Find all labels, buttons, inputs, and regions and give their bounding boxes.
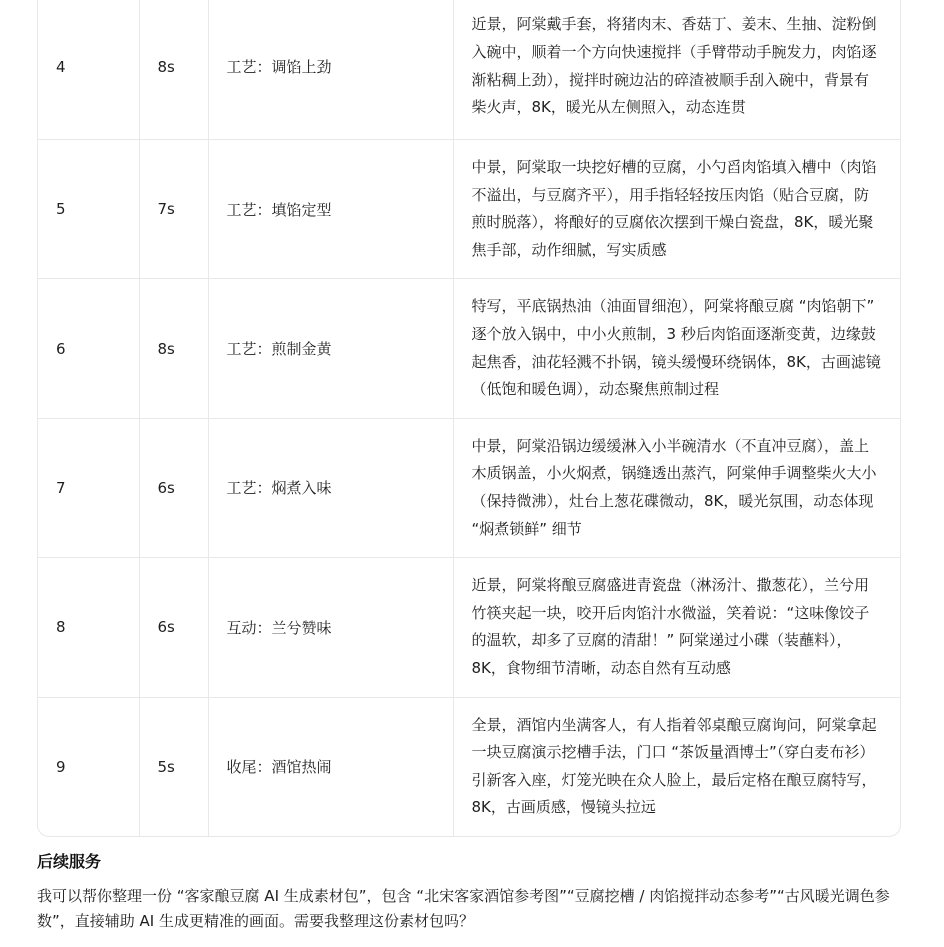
shot-scene: 工艺：焖煮入味	[208, 418, 453, 557]
shot-number: 6	[38, 279, 139, 418]
table-row	[38, 140, 900, 279]
table-row	[38, 558, 900, 697]
table-row	[38, 418, 900, 557]
shot-number: 5	[38, 140, 139, 279]
storyboard-table	[37, 0, 901, 837]
followup-heading: 后续服务	[37, 852, 102, 871]
shot-description: 全景，酒馆内坐满客人，有人指着邻桌酿豆腐询问，阿棠拿起一块豆腐演示挖槽手法，门口 “茶饭量酒博士”（穿白麦布衫）引新客入座，灯笼光映在众人脸上，最后定格在酿豆腐特写，8K，古画质感，慢镜头拉远	[453, 697, 900, 836]
shot-scene: 收尾：酒馆热闹	[208, 697, 453, 836]
shot-number: 9	[38, 697, 139, 836]
table-row	[38, 279, 900, 418]
followup-paragraph: 我可以帮你整理一份 “客家酿豆腐 AI 生成素材包”，包含 “北宋客家酒馆参考图”“豆腐挖槽 / 肉馅搅拌动态参考”“古风暖光调色参数”，直接辅助 AI 生成更精准的画面。需要我整理这份素材包吗？	[37, 887, 890, 930]
shot-duration: 8s	[139, 0, 208, 140]
shot-scene: 工艺：调馅上劲	[208, 0, 453, 140]
shot-scene: 互动：兰兮赞味	[208, 558, 453, 697]
shot-number: 7	[38, 418, 139, 557]
shot-scene: 工艺：填馅定型	[208, 140, 453, 279]
table-row	[38, 0, 900, 140]
shot-scene: 工艺：煎制金黄	[208, 279, 453, 418]
shot-description: 近景，阿棠戴手套，将猪肉末、香菇丁、姜末、生抽、淀粉倒入碗中，顺着一个方向快速搅拌（手臂带动手腕发力，肉馅逐渐粘稠上劲），搅拌时碗边沾的碎渣被顺手刮入碗中，背景有柴火声，8K，暖光从左侧照入，动态连贯	[453, 0, 900, 140]
shot-description: 特写，平底锅热油（油面冒细泡），阿棠将酿豆腐 “肉馅朝下” 逐个放入锅中，中小火煎制，3 秒后肉馅面逐渐变黄，边缘鼓起焦香，油花轻溅不扑锅，镜头缓慢环绕锅体，8K，古画滤镜（低饱和暖色调），动态聚焦煎制过程	[453, 279, 900, 418]
shot-duration: 5s	[139, 697, 208, 836]
shot-number: 4	[38, 0, 139, 140]
shot-duration: 6s	[139, 418, 208, 557]
shot-description: 近景，阿棠将酿豆腐盛进青瓷盘（淋汤汁、撒葱花），兰兮用竹筷夹起一块，咬开后肉馅汁水微溢，笑着说：“这味像饺子的温软，却多了豆腐的清甜！” 阿棠递过小碟（装蘸料），8K，食物细节清晰，动态自然有互动感	[453, 558, 900, 697]
table-row	[38, 697, 900, 836]
shot-duration: 7s	[139, 140, 208, 279]
shot-duration: 8s	[139, 279, 208, 418]
shot-description: 中景，阿棠取一块挖好槽的豆腐，小勺舀肉馅填入槽中（肉馅不溢出，与豆腐齐平），用手指轻轻按压肉馅（贴合豆腐，防煎时脱落），将酿好的豆腐依次摆到干燥白瓷盘，8K，暖光聚焦手部，动作细腻，写实质感	[453, 140, 900, 279]
shot-duration: 6s	[139, 558, 208, 697]
shot-number: 8	[38, 558, 139, 697]
shot-description: 中景，阿棠沿锅边缓缓淋入小半碗清水（不直冲豆腐），盖上木质锅盖，小火焖煮，锅缝透出蒸汽，阿棠伸手调整柴火大小（保持微沸），灶台上葱花碟微动，8K，暖光氛围，动态体现 “焖煮锁鲜” 细节	[453, 418, 900, 557]
